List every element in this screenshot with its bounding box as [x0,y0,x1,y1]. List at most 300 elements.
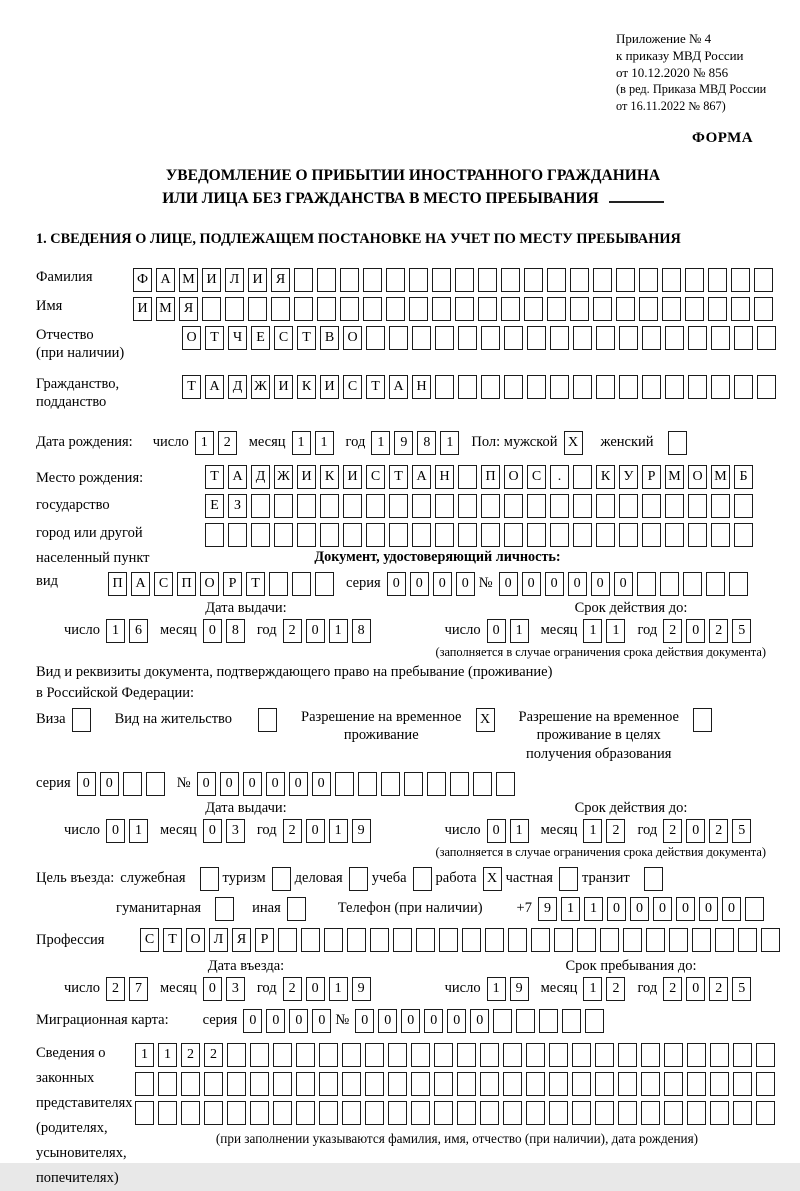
char-cell[interactable]: 1 [195,431,214,455]
char-cell[interactable] [251,523,270,547]
char-cell[interactable] [572,1101,591,1125]
char-cell[interactable] [317,297,336,321]
char-cell[interactable] [641,1072,660,1096]
char-cell[interactable] [269,572,288,596]
char-cell[interactable] [340,268,359,292]
char-cell[interactable]: 0 [197,772,216,796]
char-cell[interactable]: Н [435,465,454,489]
char-cell[interactable] [596,523,615,547]
char-cell[interactable]: 0 [312,772,331,796]
char-cell[interactable] [738,928,757,952]
char-cell[interactable] [481,375,500,399]
char-cell[interactable] [363,297,382,321]
char-cell[interactable]: О [186,928,205,952]
char-cell[interactable]: Л [225,268,244,292]
char-cell[interactable]: М [665,465,684,489]
char-cell[interactable] [527,523,546,547]
char-cell[interactable] [457,1101,476,1125]
char-cell[interactable] [665,523,684,547]
char-cell[interactable]: С [366,465,385,489]
char-cell[interactable]: Л [209,928,228,952]
char-cell[interactable] [317,268,336,292]
char-cell[interactable] [389,494,408,518]
char-cell[interactable] [393,928,412,952]
char-cell[interactable] [432,268,451,292]
char-cell[interactable] [711,523,730,547]
char-cell[interactable] [619,326,638,350]
char-cell[interactable] [366,523,385,547]
char-cell[interactable]: С [140,928,159,952]
char-cell[interactable] [504,523,523,547]
char-cell[interactable] [297,494,316,518]
char-cell[interactable] [343,523,362,547]
char-cell[interactable]: 9 [510,977,529,1001]
char-cell[interactable]: 0 [676,897,695,921]
char-cell[interactable] [526,1101,545,1125]
char-cell[interactable]: 1 [510,819,529,843]
char-cell[interactable] [687,1072,706,1096]
char-cell[interactable] [227,1043,246,1067]
char-cell[interactable]: 3 [226,977,245,1001]
char-cell[interactable] [527,494,546,518]
char-cell[interactable]: К [596,465,615,489]
char-cell[interactable] [570,297,589,321]
char-cell[interactable]: 6 [129,619,148,643]
char-cell[interactable]: О [182,326,201,350]
char-cell[interactable] [342,1043,361,1067]
char-cell[interactable] [733,1101,752,1125]
char-cell[interactable] [504,326,523,350]
char-cell[interactable] [439,928,458,952]
char-cell[interactable] [595,1101,614,1125]
char-cell[interactable]: 1 [135,1043,154,1067]
char-cell[interactable] [669,928,688,952]
char-cell[interactable] [205,523,224,547]
char-cell[interactable] [366,494,385,518]
char-cell[interactable]: 0 [243,772,262,796]
char-cell[interactable] [296,1043,315,1067]
char-cell[interactable] [135,1072,154,1096]
char-cell[interactable] [296,1101,315,1125]
char-cell[interactable] [215,897,234,921]
char-cell[interactable] [668,431,687,455]
char-cell[interactable] [642,523,661,547]
char-cell[interactable] [711,375,730,399]
char-cell[interactable] [756,1101,775,1125]
char-cell[interactable]: 2 [283,819,302,843]
char-cell[interactable]: 3 [226,819,245,843]
char-cell[interactable] [562,1009,581,1033]
char-cell[interactable] [688,523,707,547]
char-cell[interactable] [427,772,446,796]
char-cell[interactable] [200,867,219,891]
char-cell[interactable]: 2 [283,619,302,643]
char-cell[interactable] [370,928,389,952]
char-cell[interactable] [273,1072,292,1096]
char-cell[interactable]: 0 [106,819,125,843]
char-cell[interactable] [596,494,615,518]
char-cell[interactable]: 1 [583,619,602,643]
char-cell[interactable] [480,1101,499,1125]
char-cell[interactable]: А [131,572,150,596]
char-cell[interactable] [503,1101,522,1125]
char-cell[interactable]: 0 [487,819,506,843]
char-cell[interactable]: 0 [77,772,96,796]
char-cell[interactable] [158,1101,177,1125]
char-cell[interactable] [227,1072,246,1096]
char-cell[interactable] [409,268,428,292]
char-cell[interactable] [641,1043,660,1067]
char-cell[interactable] [432,297,451,321]
char-cell[interactable]: 0 [630,897,649,921]
char-cell[interactable] [596,326,615,350]
char-cell[interactable] [554,928,573,952]
char-cell[interactable] [365,1043,384,1067]
char-cell[interactable] [412,326,431,350]
char-cell[interactable] [733,1043,752,1067]
char-cell[interactable]: Д [228,375,247,399]
char-cell[interactable]: 0 [306,819,325,843]
char-cell[interactable] [457,1043,476,1067]
char-cell[interactable] [411,1072,430,1096]
char-cell[interactable] [342,1072,361,1096]
char-cell[interactable] [315,572,334,596]
char-cell[interactable]: О [200,572,219,596]
char-cell[interactable] [228,523,247,547]
char-cell[interactable] [692,928,711,952]
char-cell[interactable]: 2 [181,1043,200,1067]
char-cell[interactable] [547,297,566,321]
char-cell[interactable] [501,297,520,321]
char-cell[interactable] [272,867,291,891]
char-cell[interactable] [618,1043,637,1067]
char-cell[interactable] [458,494,477,518]
char-cell[interactable] [278,928,297,952]
char-cell[interactable] [708,297,727,321]
char-cell[interactable]: 0 [289,1009,308,1033]
char-cell[interactable] [504,494,523,518]
char-cell[interactable] [381,772,400,796]
char-cell[interactable]: И [343,465,362,489]
char-cell[interactable] [413,867,432,891]
char-cell[interactable]: 0 [312,1009,331,1033]
char-cell[interactable] [687,1043,706,1067]
char-cell[interactable]: X [564,431,583,455]
char-cell[interactable]: С [274,326,293,350]
char-cell[interactable]: 0 [487,619,506,643]
char-cell[interactable] [593,297,612,321]
char-cell[interactable] [573,523,592,547]
char-cell[interactable] [274,494,293,518]
char-cell[interactable]: 0 [203,619,222,643]
char-cell[interactable]: 0 [424,1009,443,1033]
char-cell[interactable]: 2 [606,977,625,1001]
char-cell[interactable] [733,1072,752,1096]
char-cell[interactable]: А [205,375,224,399]
char-cell[interactable]: 1 [129,819,148,843]
char-cell[interactable]: 2 [709,819,728,843]
char-cell[interactable] [618,1101,637,1125]
char-cell[interactable]: М [179,268,198,292]
char-cell[interactable] [227,1101,246,1125]
char-cell[interactable] [319,1101,338,1125]
char-cell[interactable] [516,1009,535,1033]
char-cell[interactable] [386,297,405,321]
char-cell[interactable]: Е [251,326,270,350]
char-cell[interactable] [642,375,661,399]
char-cell[interactable]: 1 [329,977,348,1001]
char-cell[interactable] [693,708,712,732]
char-cell[interactable] [623,928,642,952]
char-cell[interactable] [435,523,454,547]
char-cell[interactable] [503,1072,522,1096]
char-cell[interactable] [250,1101,269,1125]
char-cell[interactable]: 0 [686,819,705,843]
char-cell[interactable] [637,572,656,596]
char-cell[interactable] [273,1101,292,1125]
char-cell[interactable] [225,297,244,321]
char-cell[interactable] [202,297,221,321]
char-cell[interactable] [478,297,497,321]
char-cell[interactable] [493,1009,512,1033]
char-cell[interactable]: 2 [663,977,682,1001]
char-cell[interactable]: И [320,375,339,399]
char-cell[interactable]: 5 [732,977,751,1001]
char-cell[interactable] [616,268,635,292]
char-cell[interactable]: Е [205,494,224,518]
char-cell[interactable]: 1 [329,619,348,643]
char-cell[interactable]: Т [246,572,265,596]
char-cell[interactable] [320,523,339,547]
char-cell[interactable]: 2 [218,431,237,455]
char-cell[interactable] [349,867,368,891]
char-cell[interactable] [342,1101,361,1125]
char-cell[interactable] [573,375,592,399]
char-cell[interactable] [685,268,704,292]
char-cell[interactable]: 0 [614,572,633,596]
char-cell[interactable] [664,1101,683,1125]
char-cell[interactable]: 2 [606,819,625,843]
char-cell[interactable]: С [527,465,546,489]
char-cell[interactable]: X [476,708,495,732]
char-cell[interactable] [294,297,313,321]
char-cell[interactable]: 2 [663,819,682,843]
char-cell[interactable]: 9 [352,977,371,1001]
char-cell[interactable] [539,1009,558,1033]
char-cell[interactable] [550,494,569,518]
char-cell[interactable]: З [228,494,247,518]
char-cell[interactable] [204,1101,223,1125]
char-cell[interactable]: 0 [591,572,610,596]
char-cell[interactable] [411,1101,430,1125]
char-cell[interactable] [577,928,596,952]
char-cell[interactable]: . [550,465,569,489]
char-cell[interactable] [508,928,527,952]
char-cell[interactable] [572,1043,591,1067]
char-cell[interactable] [301,928,320,952]
char-cell[interactable] [251,494,270,518]
char-cell[interactable]: П [481,465,500,489]
char-cell[interactable]: У [619,465,638,489]
char-cell[interactable] [258,708,277,732]
char-cell[interactable]: А [412,465,431,489]
char-cell[interactable]: Т [389,465,408,489]
char-cell[interactable] [619,523,638,547]
char-cell[interactable]: Д [251,465,270,489]
char-cell[interactable] [550,523,569,547]
char-cell[interactable]: 0 [387,572,406,596]
char-cell[interactable] [734,494,753,518]
char-cell[interactable] [619,375,638,399]
char-cell[interactable] [365,1072,384,1096]
char-cell[interactable] [181,1101,200,1125]
char-cell[interactable] [292,572,311,596]
char-cell[interactable] [550,326,569,350]
char-cell[interactable] [287,897,306,921]
char-cell[interactable]: 1 [440,431,459,455]
char-cell[interactable]: 1 [106,619,125,643]
char-cell[interactable] [573,494,592,518]
char-cell[interactable] [501,268,520,292]
char-cell[interactable] [434,1043,453,1067]
char-cell[interactable]: 0 [699,897,718,921]
char-cell[interactable]: 0 [243,1009,262,1033]
char-cell[interactable] [547,268,566,292]
char-cell[interactable] [135,1101,154,1125]
char-cell[interactable]: И [133,297,152,321]
char-cell[interactable] [274,523,293,547]
char-cell[interactable] [619,494,638,518]
char-cell[interactable]: 2 [709,619,728,643]
char-cell[interactable] [600,928,619,952]
char-cell[interactable] [273,1043,292,1067]
char-cell[interactable] [320,494,339,518]
char-cell[interactable]: 0 [378,1009,397,1033]
char-cell[interactable] [687,1101,706,1125]
char-cell[interactable] [761,928,780,952]
char-cell[interactable]: В [320,326,339,350]
char-cell[interactable] [388,1101,407,1125]
char-cell[interactable]: 2 [709,977,728,1001]
char-cell[interactable] [549,1072,568,1096]
char-cell[interactable]: 0 [306,619,325,643]
char-cell[interactable]: И [274,375,293,399]
char-cell[interactable] [664,1043,683,1067]
char-cell[interactable] [585,1009,604,1033]
char-cell[interactable] [710,1072,729,1096]
char-cell[interactable] [685,297,704,321]
char-cell[interactable] [411,1043,430,1067]
char-cell[interactable] [296,1072,315,1096]
char-cell[interactable]: И [202,268,221,292]
char-cell[interactable]: А [389,375,408,399]
char-cell[interactable]: 2 [204,1043,223,1067]
char-cell[interactable] [683,572,702,596]
char-cell[interactable]: 0 [607,897,626,921]
char-cell[interactable]: 0 [433,572,452,596]
char-cell[interactable]: Я [232,928,251,952]
char-cell[interactable]: Ж [251,375,270,399]
char-cell[interactable]: С [343,375,362,399]
char-cell[interactable]: 9 [394,431,413,455]
char-cell[interactable]: И [297,465,316,489]
char-cell[interactable] [319,1043,338,1067]
char-cell[interactable] [573,326,592,350]
char-cell[interactable] [343,494,362,518]
char-cell[interactable] [480,1072,499,1096]
char-cell[interactable] [388,1043,407,1067]
char-cell[interactable]: Н [412,375,431,399]
char-cell[interactable] [595,1043,614,1067]
char-cell[interactable] [662,268,681,292]
char-cell[interactable]: 1 [371,431,390,455]
char-cell[interactable] [731,297,750,321]
char-cell[interactable] [595,1072,614,1096]
char-cell[interactable]: 8 [417,431,436,455]
char-cell[interactable]: Т [297,326,316,350]
char-cell[interactable] [593,268,612,292]
char-cell[interactable] [458,523,477,547]
char-cell[interactable] [458,326,477,350]
char-cell[interactable]: 5 [732,819,751,843]
char-cell[interactable] [688,375,707,399]
char-cell[interactable]: 0 [100,772,119,796]
char-cell[interactable] [294,268,313,292]
char-cell[interactable] [435,375,454,399]
char-cell[interactable]: 0 [220,772,239,796]
char-cell[interactable]: 2 [663,619,682,643]
char-cell[interactable]: К [320,465,339,489]
char-cell[interactable]: С [154,572,173,596]
char-cell[interactable]: А [228,465,247,489]
char-cell[interactable] [756,1072,775,1096]
char-cell[interactable] [665,375,684,399]
char-cell[interactable] [662,297,681,321]
char-cell[interactable]: X [483,867,502,891]
char-cell[interactable] [462,928,481,952]
char-cell[interactable] [665,494,684,518]
char-cell[interactable] [324,928,343,952]
char-cell[interactable] [646,928,665,952]
char-cell[interactable]: 1 [561,897,580,921]
char-cell[interactable] [688,326,707,350]
char-cell[interactable]: 5 [732,619,751,643]
char-cell[interactable] [146,772,165,796]
char-cell[interactable]: Я [179,297,198,321]
char-cell[interactable]: П [108,572,127,596]
char-cell[interactable] [710,1101,729,1125]
char-cell[interactable] [386,268,405,292]
char-cell[interactable] [642,326,661,350]
char-cell[interactable] [642,494,661,518]
char-cell[interactable]: 0 [522,572,541,596]
char-cell[interactable] [250,1043,269,1067]
char-cell[interactable]: 2 [283,977,302,1001]
char-cell[interactable]: П [177,572,196,596]
char-cell[interactable] [711,326,730,350]
char-cell[interactable] [639,297,658,321]
char-cell[interactable]: Б [734,465,753,489]
char-cell[interactable]: 1 [584,897,603,921]
char-cell[interactable] [496,772,515,796]
char-cell[interactable] [335,772,354,796]
char-cell[interactable] [389,523,408,547]
char-cell[interactable]: Р [642,465,661,489]
char-cell[interactable] [618,1072,637,1096]
char-cell[interactable] [688,494,707,518]
char-cell[interactable] [388,1072,407,1096]
char-cell[interactable] [616,297,635,321]
